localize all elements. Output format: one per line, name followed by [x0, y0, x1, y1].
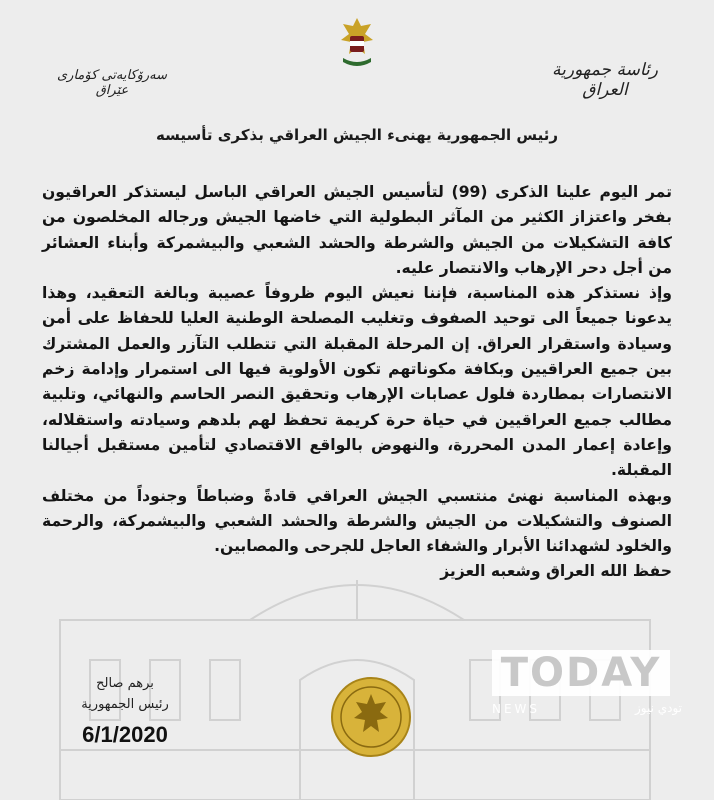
paragraph-3: وبهذه المناسبة نهنئ منتسبي الجيش العراقي قادةً وضباطاً وجنوداً من مختلف الصنوف والتشكيلات من الجيش والشرطة والحشد الشعبي والبيشمركة، والرحمة والخلود لشهدائنا الأبرار والشفاء العاجل للجرحى والمصابين. [42, 486, 672, 556]
header-kurdish-text: سەرۆکایەتی کۆماری عێراق [56, 68, 168, 98]
signatory-name: برهم صالح [96, 676, 154, 691]
statement-date: 6/1/2020 [82, 722, 168, 747]
header-arabic-text: رئاسة جمهورية العراق [552, 60, 658, 100]
news-label-arabic: تودي نيوز [634, 701, 682, 715]
paragraph-4: حفظ الله العراق وشعبه العزيز [440, 562, 672, 581]
signatory-position: رئيس الجمهورية [81, 697, 169, 712]
page-title: رئيس الجمهورية يهنىء الجيش العراقي بذكرى تأسيسه [156, 126, 558, 144]
paragraph-2: وإذ نستذكر هذه المناسبة، فإننا نعيش اليوم ظروفاً عصيبة وبالغة التعقيد، وهذا يدعونا جميعاً الى توحيد الصفوف وتغليب المصلحة الوطنية العليا للحفاظ على أمن وسيادة واستقرار العراق. إن المرحلة المقبلة التي تتطلب التآزر والعمل المشترك بين جميع العراقيين وبكافة مكوناتهم تكون الأولوية فيها الى استمرار وإدامة زخم الانتصارات بمطاردة فلول عصابات الإرهاب وتحقيق النصر الحاسم والنهائي، وتلبية مطالب جميع العراقيين في حياة حرة كريمة تحفظ لهم بلدهم وسيادته واستقلاله، وإعادة إعمار المدن المحررة، والنهوض بالواقع الاقتصادي لتأمين مستقبل أجيالنا المقبلة. [42, 284, 672, 480]
statement-body [42, 180, 672, 585]
paragraph-1: تمر اليوم علينا الذكرى (99) لتأسيس الجيش العراقي الباسل ليستذكر العراقيون بفخر واعتزاز الكثير من المآثر البطولية التي خاضها الجيش ورجاله المخلصون من كافة التشكيلات من الجيش والشرطة والحشد الشعبي والبيشمركة وأبناء العشائر من أجل دحر الإرهاب والانتصار عليه. [42, 183, 672, 277]
today-news-logo: TODAY [492, 650, 670, 696]
presidential-seal-icon [330, 676, 412, 758]
news-label: NEWS [492, 702, 541, 716]
iraq-emblem-icon [337, 14, 377, 72]
today-news-subtitle [492, 700, 682, 720]
